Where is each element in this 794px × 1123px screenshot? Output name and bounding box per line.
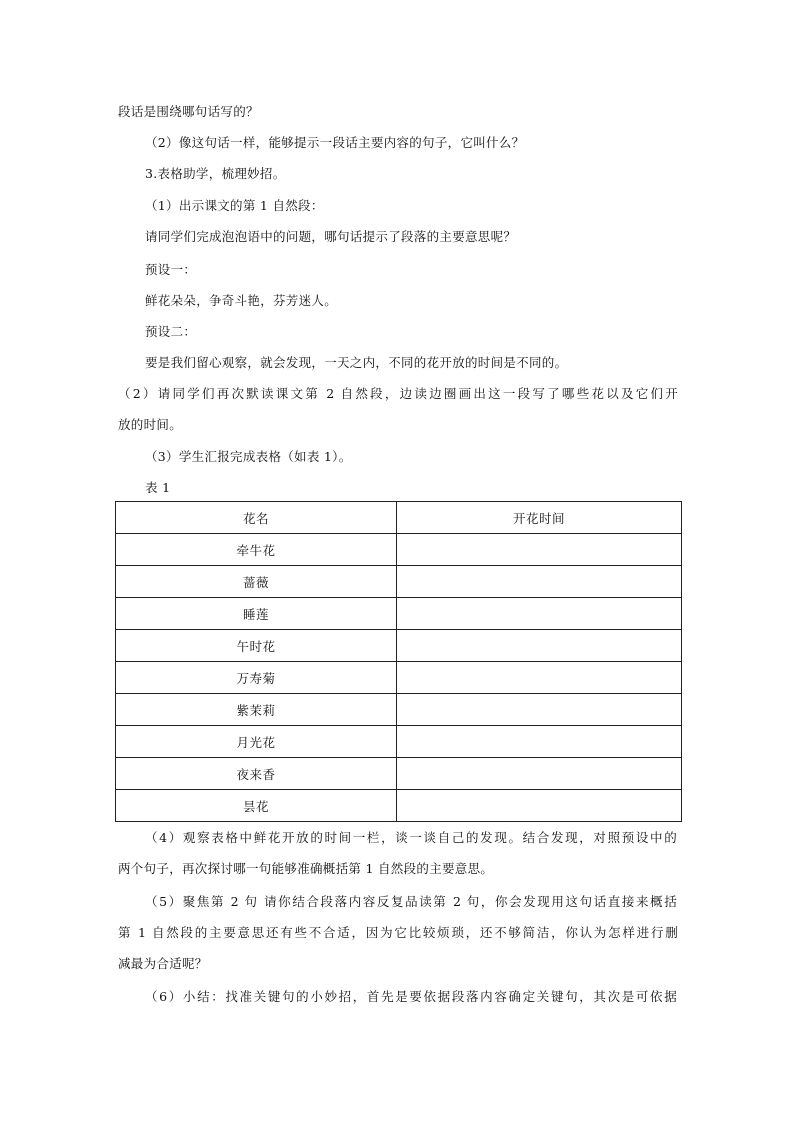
paragraph-line: 第 1 自然段的主要意思还有些不合适，因为它比较烦琐，还不够简洁，你认为怎样进行删 xyxy=(118,925,678,940)
paragraph-line: （5）聚焦第 2 句 请你结合段落内容反复品读第 2 句，你会发现用这句话直接来概括 xyxy=(145,894,677,909)
paragraph-line: 要是我们留心观察，就会发现，一天之内，不同的花开放的时间是不同的。 xyxy=(145,355,568,370)
table-row xyxy=(116,694,682,726)
table-header-row xyxy=(116,502,682,534)
paragraph-line: 段话是围绕哪句话写的？ xyxy=(118,104,259,119)
flower-table xyxy=(115,501,682,822)
paragraph-line: 两个句子，再次探讨哪一句能够准确概括第 1 自然段的主要意思。 xyxy=(118,861,494,876)
bloom-time-cell xyxy=(397,598,682,630)
bloom-time-cell xyxy=(397,790,682,822)
table-row xyxy=(116,598,682,630)
flower-name-cell: 月光花 xyxy=(116,726,397,758)
paragraph-line: 预设一： xyxy=(145,262,197,277)
bloom-time-cell xyxy=(397,726,682,758)
bloom-time-cell xyxy=(397,534,682,566)
paragraph-line: （2）像这句话一样，能够提示一段话主要内容的句子，它叫什么？ xyxy=(145,135,525,150)
paragraph-line: 放的时间。 xyxy=(118,417,183,432)
bloom-time-cell xyxy=(397,694,682,726)
flower-name-cell: 牵牛花 xyxy=(116,534,397,566)
paragraph-line: 鲜花朵朵，争奇斗艳，芬芳迷人。 xyxy=(145,293,338,308)
table-row xyxy=(116,758,682,790)
table-row xyxy=(116,566,682,598)
paragraph-line: （2）请同学们再次默读课文第 2 自然段，边读边圈画出这一段写了哪些花以及它们开 xyxy=(118,386,678,401)
paragraph-line: 3.表格助学，梳理妙招。 xyxy=(145,166,286,181)
column-header-flower-name: 花名 xyxy=(116,502,397,534)
table-row xyxy=(116,726,682,758)
flower-name-cell: 万寿菊 xyxy=(116,662,397,694)
table-row xyxy=(116,630,682,662)
paragraph-line: 减最为合适呢？ xyxy=(118,956,208,971)
paragraph-line: （4）观察表格中鲜花开放的时间一栏，谈一谈自己的发现。结合发现，对照预设中的 xyxy=(145,830,677,845)
table-row xyxy=(116,662,682,694)
paragraph-line: （1）出示课文的第 1 自然段： xyxy=(145,198,324,213)
flower-name-cell: 睡莲 xyxy=(116,598,397,630)
bloom-time-cell xyxy=(397,662,682,694)
bloom-time-cell xyxy=(397,566,682,598)
bloom-time-cell xyxy=(397,630,682,662)
paragraph-line: 预设二： xyxy=(145,324,197,339)
paragraph-line: 请同学们完成泡泡语中的问题，哪句话提示了段落的主要意思呢？ xyxy=(145,229,517,244)
paragraph-line: （6）小结：找准关键句的小妙招，首先是要依据段落内容确定关键句，其次是可依据 xyxy=(145,989,677,1004)
column-header-bloom-time: 开花时间 xyxy=(397,502,682,534)
flower-name-cell: 昙花 xyxy=(116,790,397,822)
table-caption: 表 1 xyxy=(145,480,171,495)
flower-name-cell: 夜来香 xyxy=(116,758,397,790)
flower-name-cell: 紫茉莉 xyxy=(116,694,397,726)
flower-name-cell: 午时花 xyxy=(116,630,397,662)
paragraph-line: （3）学生汇报完成表格（如表 1）。 xyxy=(145,449,352,464)
flower-name-cell: 蔷薇 xyxy=(116,566,397,598)
bloom-time-cell xyxy=(397,758,682,790)
table-row xyxy=(116,534,682,566)
table-row xyxy=(116,790,682,822)
